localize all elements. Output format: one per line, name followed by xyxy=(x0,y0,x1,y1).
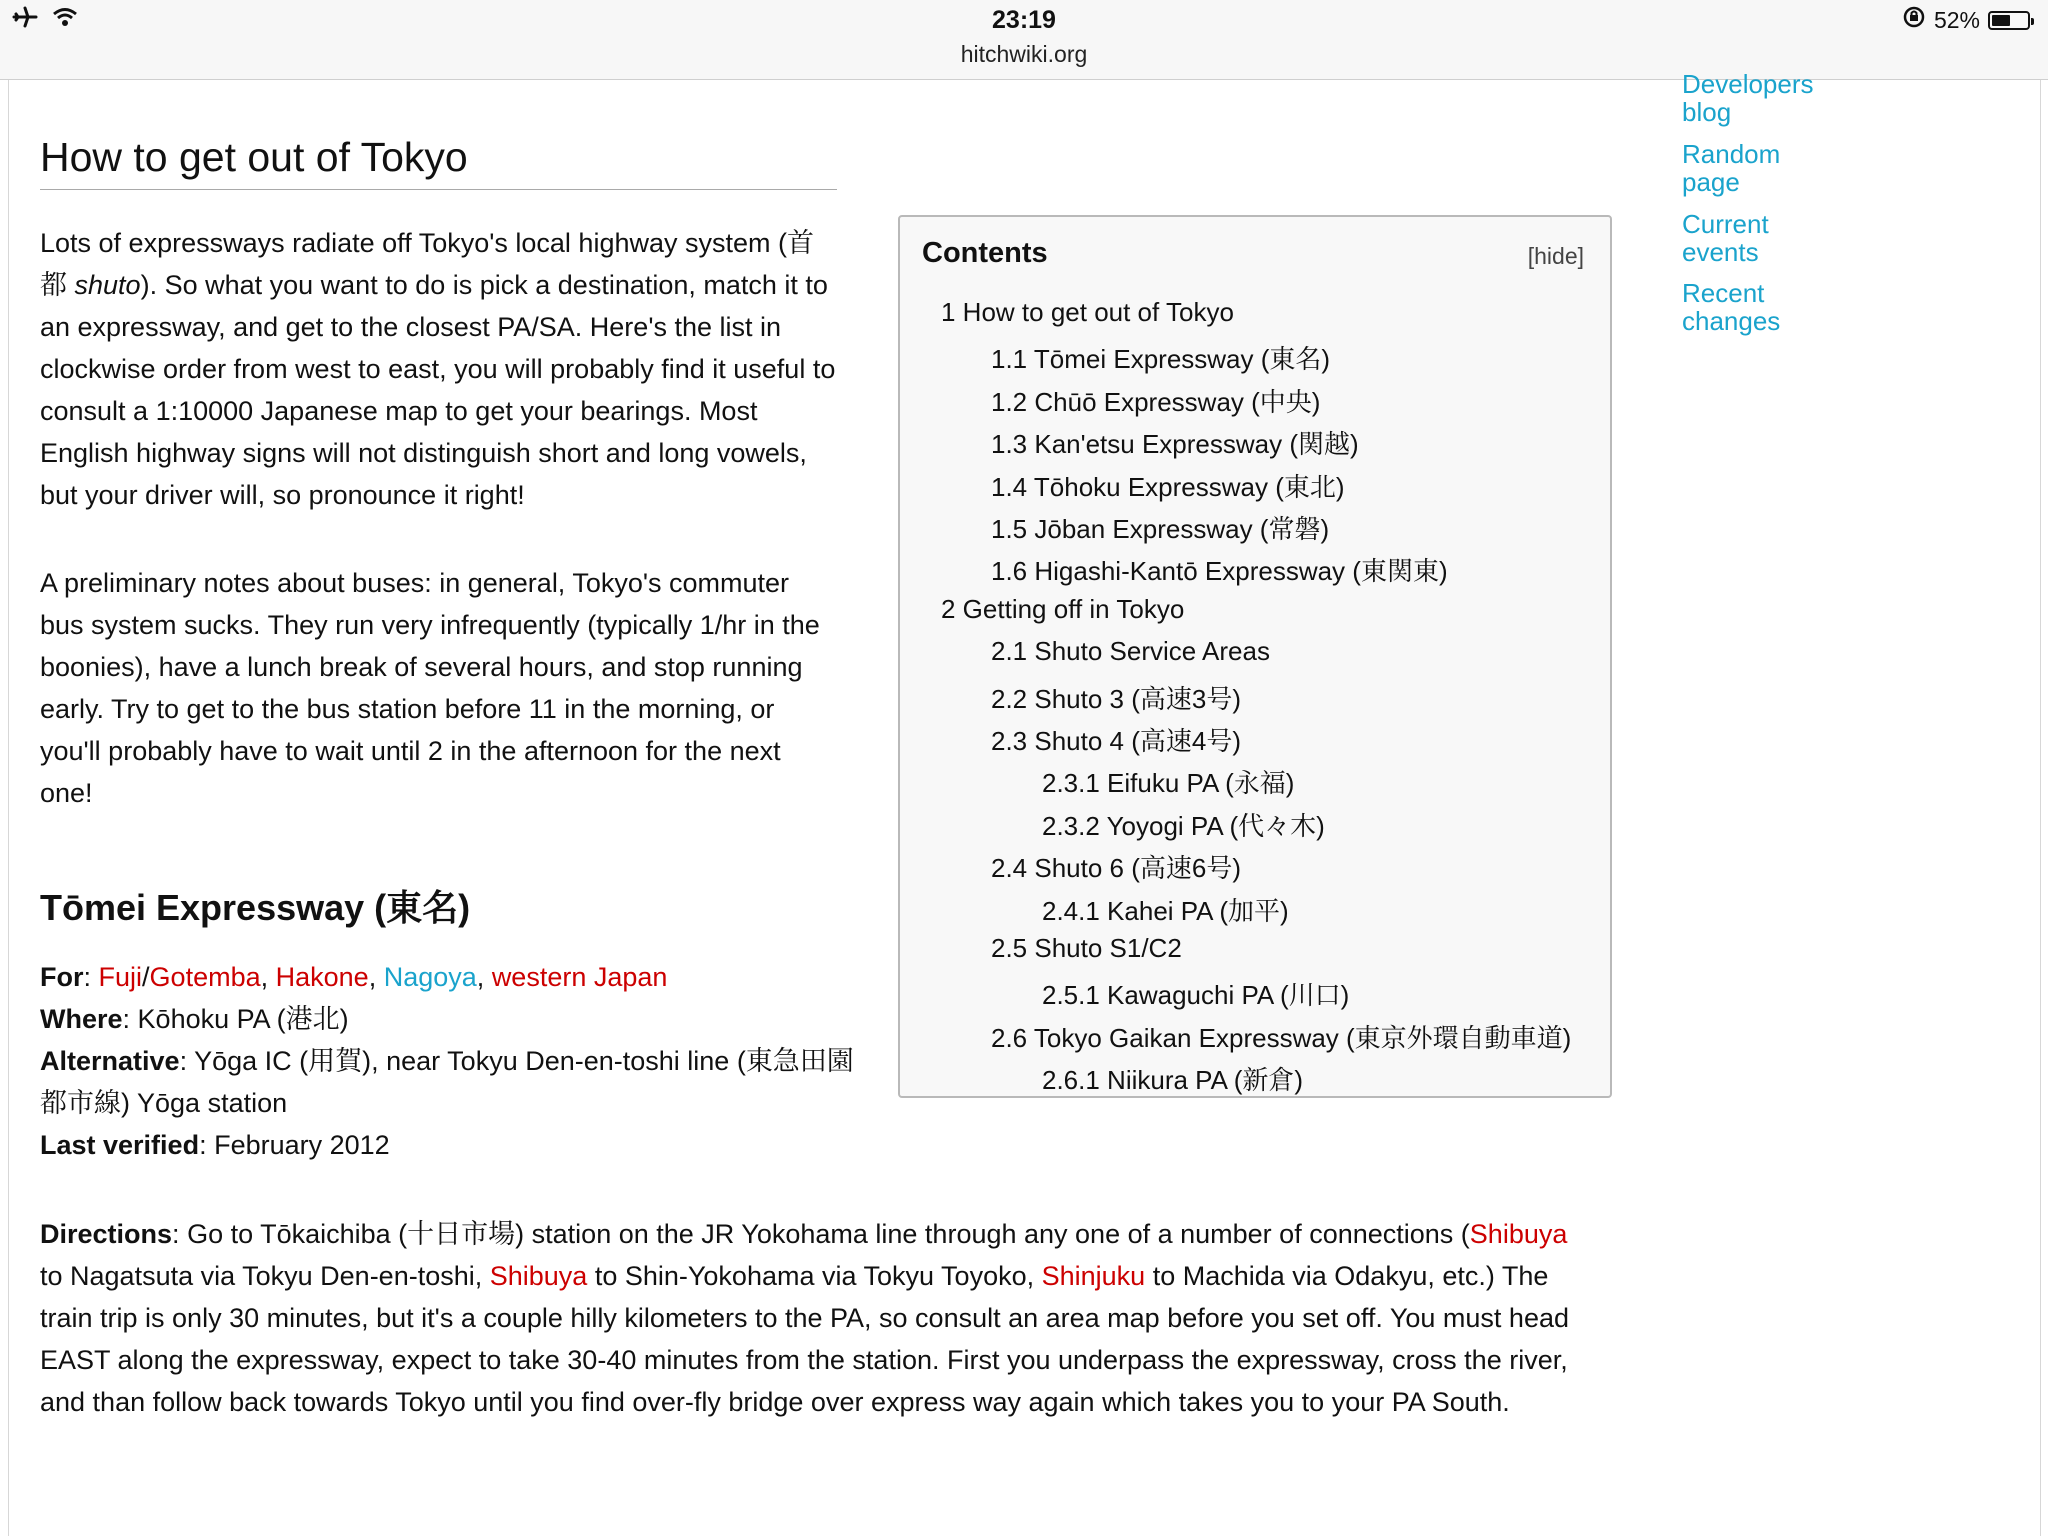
toc-item[interactable]: 2.4 Shuto 6 (高速6号) xyxy=(991,853,1241,884)
section-heading-tomei: Tōmei Expressway (東名) xyxy=(40,887,471,928)
nav-link-line: Current xyxy=(1682,209,1769,239)
link-nagoya[interactable]: Nagoya xyxy=(383,962,477,992)
link-fuji[interactable]: Fuji xyxy=(98,962,143,992)
link-hakone[interactable]: Hakone xyxy=(275,962,369,992)
alternative-row: Alternative: Yōga IC (用賀), near Tokyu Den-en-toshi line (東急田園都市線) Yōga station xyxy=(40,1046,854,1118)
toc-item[interactable]: 1.1 Tōmei Expressway (東名) xyxy=(991,344,1331,375)
intro-text: ). So what you want to do is pick a destination, match it to an expressway, and get to the closest PA/SA. Here's the list in clockwise order from west to east, you will probably find it useful to consult a 1:10000 Japanese map to get your bearings. Most English highway signs will not distinguish short and long vowels, but your driver will, so pronounce it right! xyxy=(40,270,836,510)
table-of-contents xyxy=(898,215,1612,1098)
toc-title: Contents xyxy=(922,237,1048,269)
toc-item[interactable]: 1.6 Higashi-Kantō Expressway (東関東) xyxy=(991,556,1448,587)
for-row: For: Fuji/Gotemba, Hakone, Nagoya, western Japan xyxy=(40,962,668,992)
toc-item[interactable]: 2.3 Shuto 4 (高速4号) xyxy=(991,726,1241,756)
nav-link-random-page[interactable] xyxy=(1682,140,1780,196)
page-border-left xyxy=(8,80,9,1536)
toc-item[interactable]: 2.2 Shuto 3 (高速3号) xyxy=(991,683,1241,714)
nav-link-line: events xyxy=(1682,237,1759,267)
directions-label: Directions xyxy=(40,1219,173,1249)
directions-text: Go to Tōkaichiba (十日市場) station on the JR Yokohama line through any one of a number of connections ( xyxy=(187,1219,1470,1249)
page-border-right xyxy=(2040,80,2041,1536)
directions-text: to Machida via Odakyu, etc.) The train trip is only 30 minutes, but it's a couple hilly kilometers to the PA, so consult an area map before you set off. You must head EAST along the expressway, expect to take 30-40 minutes from the station. First you underpass the expressway, cross the river, and than follow back towards Tokyo until you find over-fly bridge over express way again which takes you to your PA South. xyxy=(40,1261,1569,1417)
nav-link-line: Recent xyxy=(1682,278,1765,308)
status-right xyxy=(1902,6,2030,34)
toc-hide-toggle[interactable]: [hide] xyxy=(1527,243,1584,269)
battery-icon xyxy=(1988,11,2030,30)
toc-item[interactable]: 2.5.1 Kawaguchi PA (川口) xyxy=(1042,980,1350,1011)
alternative-value: Yōga IC (用賀), near Tokyu Den-en-toshi line (東急田園都市線) Yōga station xyxy=(40,1046,854,1118)
toc-item[interactable]: 1.5 Jōban Expressway (常磐) xyxy=(991,514,1330,544)
toc-item[interactable]: 2.3.2 Yoyogi PA (代々木) xyxy=(1042,810,1325,841)
directions-text: to Shin-Yokohama via Tokyu Toyoko, xyxy=(587,1261,1042,1291)
link-shibuya[interactable]: Shibuya xyxy=(489,1261,588,1291)
nav-link-line: blog xyxy=(1682,97,1732,127)
toc-item[interactable]: 2.5 Shuto S1/C2 xyxy=(991,933,1182,963)
link-western-japan[interactable]: western Japan xyxy=(491,962,668,992)
intro-text: Lots of expressways radiate off Tokyo's local highway system (首都 xyxy=(40,228,814,300)
toc-item[interactable]: 2.1 Shuto Service Areas xyxy=(991,636,1270,667)
page-title: How to get out of Tokyo xyxy=(40,134,837,190)
nav-link-line: Random xyxy=(1682,139,1781,169)
toc-item[interactable]: 1.3 Kan'etsu Expressway (関越) xyxy=(991,429,1359,460)
toc-item[interactable]: 1.4 Tōhoku Expressway (東北) xyxy=(991,471,1345,502)
rotation-lock-icon xyxy=(1902,6,1926,34)
where-value: Kōhoku PA (港北) xyxy=(137,1004,349,1034)
last-verified-row: Last verified: February 2012 xyxy=(40,1130,390,1160)
nav-link-line: page xyxy=(1682,167,1740,197)
where-row: Where: Kōhoku PA (港北) xyxy=(40,1004,349,1034)
link-shibuya[interactable]: Shibuya xyxy=(1469,1219,1568,1249)
intro-emphasis: shuto xyxy=(74,270,141,300)
bus-note-paragraph: A preliminary notes about buses: in general, Tokyo's commuter bus system sucks. They run very infrequently (typically 1/hr in the boonies), have a lunch break of several hours, and stop running early. Try to get to the bus station before 11 in the morning, or you'll probably have to wait until 2 in the afternoon for the next one! xyxy=(40,568,820,808)
nav-link-line: Developers xyxy=(1682,69,1814,99)
toc-item[interactable]: 1 How to get out of Tokyo xyxy=(941,297,1234,327)
nav-link-current-events[interactable] xyxy=(1682,210,1769,266)
alternative-label: Alternative xyxy=(40,1046,180,1076)
toc-item[interactable]: 2.4.1 Kahei PA (加平) xyxy=(1042,895,1289,926)
nav-link-line: changes xyxy=(1682,306,1781,336)
nav-link-developers-blog[interactable] xyxy=(1682,70,1814,126)
intro-paragraph xyxy=(40,222,840,516)
battery-percent: 52% xyxy=(1933,6,1980,33)
address-bar-url[interactable]: hitchwiki.org xyxy=(960,41,1088,67)
toc-item[interactable]: 2.6 Tokyo Gaikan Expressway (東京外環自動車道) xyxy=(991,1022,1572,1053)
clock: 23:19 xyxy=(992,6,1056,34)
where-label: Where xyxy=(40,1004,123,1034)
section-info xyxy=(40,956,870,1166)
directions-text: to Nagatsuta via Tokyu Den-en-toshi, xyxy=(40,1261,490,1291)
toc-item[interactable]: 2 Getting off in Tokyo xyxy=(941,593,1185,624)
directions-paragraph: Directions: Go to Tōkaichiba (十日市場) station on the JR Yokohama line through any one of a number of connections (Shibuya to Nagatsuta via Tokyu Den-en-toshi, Shibuya to Shin-Yokohama via Tokyu Toyoko, Shinjuku to Machida via Odakyu, etc.) The train trip is only 30 minutes, but it's a couple hilly kilometers to the PA, so consult an area map before you set off. You must head EAST along the expressway, expect to take 30-40 minutes from the station. First you underpass the expressway, cross the river, and than follow back towards Tokyo until you find over-fly bridge over express way again which takes you to your PA South. xyxy=(40,1219,1569,1417)
status-bar xyxy=(0,0,2048,80)
for-label: For xyxy=(40,962,84,992)
link-gotemba[interactable]: Gotemba xyxy=(149,962,261,992)
toc-item[interactable]: 2.3.1 Eifuku PA (永福) xyxy=(1042,768,1295,799)
nav-link-recent-changes[interactable] xyxy=(1682,279,1780,335)
last-verified-value: February 2012 xyxy=(214,1130,390,1160)
link-shinjuku[interactable]: Shinjuku xyxy=(1041,1261,1146,1291)
last-verified-label: Last verified xyxy=(40,1130,200,1160)
toc-item[interactable]: 2.6.1 Niikura PA (新倉) xyxy=(1042,1065,1304,1096)
toc-item[interactable]: 1.2 Chūō Expressway (中央) xyxy=(991,386,1321,417)
